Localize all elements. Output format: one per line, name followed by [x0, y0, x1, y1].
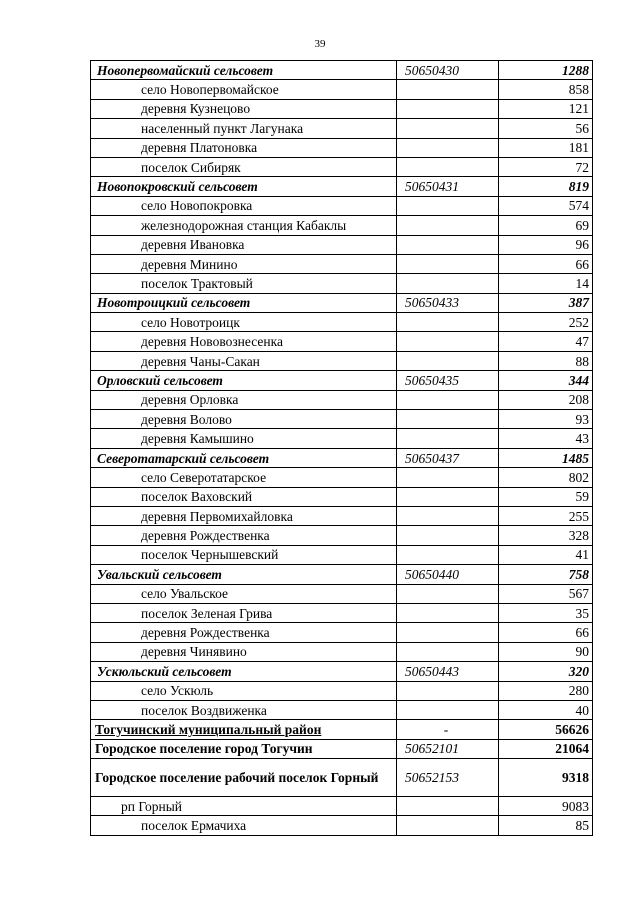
settlement-name-cell: деревня Чаны-Сакан: [91, 351, 397, 370]
settlement-name-cell: поселок Воздвиженка: [91, 700, 397, 719]
table-row: [91, 196, 593, 215]
table-row: [91, 642, 593, 661]
table-row: [91, 429, 593, 448]
table-row: [91, 720, 593, 739]
oktmo-code-cell: 50652153: [397, 759, 499, 797]
table-row: [91, 681, 593, 700]
oktmo-code-cell: [397, 681, 499, 700]
oktmo-code-cell: [397, 332, 499, 351]
settlements-table-body: [91, 61, 593, 836]
population-cell: 59: [499, 487, 593, 506]
table-row: [91, 61, 593, 80]
population-cell: 43: [499, 429, 593, 448]
settlement-name-cell: деревня Нововознесенка: [91, 332, 397, 351]
population-cell: 1288: [499, 61, 593, 80]
table-row: [91, 371, 593, 390]
population-cell: 255: [499, 506, 593, 525]
settlement-name-cell: Увальский сельсовет: [91, 565, 397, 584]
oktmo-code-cell: 50650440: [397, 565, 499, 584]
population-cell: 90: [499, 642, 593, 661]
settlement-name-cell: поселок Сибиряк: [91, 157, 397, 176]
population-cell: 208: [499, 390, 593, 409]
oktmo-code-cell: [397, 797, 499, 816]
table-row: [91, 545, 593, 564]
table-row: [91, 739, 593, 758]
table-row: [91, 138, 593, 157]
settlement-name-cell: село Новотроицк: [91, 313, 397, 332]
settlement-name-cell: деревня Рождественка: [91, 526, 397, 545]
settlement-name-cell: деревня Платоновка: [91, 138, 397, 157]
settlement-name-cell: деревня Чинявино: [91, 642, 397, 661]
oktmo-code-cell: [397, 545, 499, 564]
oktmo-code-cell: [397, 584, 499, 603]
table-row: [91, 177, 593, 196]
population-cell: 328: [499, 526, 593, 545]
settlement-name-cell: поселок Зеленая Грива: [91, 603, 397, 622]
settlement-name-cell: село Увальское: [91, 584, 397, 603]
settlement-name-cell: деревня Ивановка: [91, 235, 397, 254]
oktmo-code-cell: [397, 99, 499, 118]
table-row: [91, 390, 593, 409]
oktmo-code-cell: [397, 623, 499, 642]
oktmo-code-cell: [397, 468, 499, 487]
oktmo-code-cell: [397, 429, 499, 448]
population-cell: 1485: [499, 448, 593, 467]
population-cell: 69: [499, 216, 593, 235]
oktmo-code-cell: [397, 138, 499, 157]
oktmo-code-cell: [397, 603, 499, 622]
oktmo-code-cell: 50650435: [397, 371, 499, 390]
settlement-name-cell: поселок Ермачиха: [91, 816, 397, 835]
population-cell: 41: [499, 545, 593, 564]
oktmo-code-cell: [397, 274, 499, 293]
table-row: [91, 332, 593, 351]
population-cell: 758: [499, 565, 593, 584]
population-cell: 567: [499, 584, 593, 603]
table-row: [91, 584, 593, 603]
table-row: [91, 797, 593, 816]
population-cell: 72: [499, 157, 593, 176]
oktmo-code-cell: [397, 506, 499, 525]
population-cell: 9083: [499, 797, 593, 816]
table-row: [91, 448, 593, 467]
population-cell: 93: [499, 410, 593, 429]
population-cell: 56626: [499, 720, 593, 739]
page-number: 39: [314, 38, 326, 50]
population-cell: 574: [499, 196, 593, 215]
settlement-name-cell: село Ускюль: [91, 681, 397, 700]
table-row: [91, 254, 593, 273]
table-row: [91, 351, 593, 370]
settlement-name-cell: поселок Трактовый: [91, 274, 397, 293]
table-row: [91, 235, 593, 254]
population-cell: 21064: [499, 739, 593, 758]
table-row: [91, 700, 593, 719]
table-row: [91, 662, 593, 681]
settlement-name-cell: Новопокровский сельсовет: [91, 177, 397, 196]
table-row: [91, 80, 593, 99]
settlement-name-cell: деревня Минино: [91, 254, 397, 273]
population-cell: 47: [499, 332, 593, 351]
population-cell: 40: [499, 700, 593, 719]
oktmo-code-cell: [397, 80, 499, 99]
table-row: [91, 99, 593, 118]
population-cell: 85: [499, 816, 593, 835]
oktmo-code-cell: [397, 196, 499, 215]
table-row: [91, 487, 593, 506]
oktmo-code-cell: [397, 487, 499, 506]
oktmo-code-cell: 50650437: [397, 448, 499, 467]
population-cell: 252: [499, 313, 593, 332]
table-row: [91, 216, 593, 235]
settlements-table: [90, 60, 593, 836]
table-row: [91, 623, 593, 642]
settlement-name-cell: Орловский сельсовет: [91, 371, 397, 390]
population-cell: 66: [499, 254, 593, 273]
population-cell: 121: [499, 99, 593, 118]
population-cell: 387: [499, 293, 593, 312]
table-row: [91, 410, 593, 429]
oktmo-code-cell: 50652101: [397, 739, 499, 758]
settlement-name-cell: Ускюльский сельсовет: [91, 662, 397, 681]
oktmo-code-cell: [397, 254, 499, 273]
settlement-name-cell: село Новопервомайское: [91, 80, 397, 99]
oktmo-code-cell: 50650431: [397, 177, 499, 196]
table-row: [91, 468, 593, 487]
population-cell: 56: [499, 119, 593, 138]
table-row: [91, 603, 593, 622]
oktmo-code-cell: [397, 235, 499, 254]
population-cell: 96: [499, 235, 593, 254]
oktmo-code-cell: [397, 157, 499, 176]
settlement-name-cell: деревня Рождественка: [91, 623, 397, 642]
table-row: [91, 157, 593, 176]
settlement-name-cell: населенный пункт Лагунака: [91, 119, 397, 138]
oktmo-code-cell: [397, 216, 499, 235]
population-cell: 280: [499, 681, 593, 700]
population-cell: 9318: [499, 759, 593, 797]
settlement-name-cell: Тогучинский муниципальный район: [91, 720, 397, 739]
table-row: [91, 506, 593, 525]
oktmo-code-cell: [397, 816, 499, 835]
settlement-name-cell: поселок Ваховский: [91, 487, 397, 506]
population-cell: 35: [499, 603, 593, 622]
table-row: [91, 274, 593, 293]
table-row: [91, 313, 593, 332]
settlement-name-cell: деревня Орловка: [91, 390, 397, 409]
population-cell: 858: [499, 80, 593, 99]
oktmo-code-cell: [397, 351, 499, 370]
settlement-name-cell: Новопервомайский сельсовет: [91, 61, 397, 80]
population-cell: 66: [499, 623, 593, 642]
population-cell: 320: [499, 662, 593, 681]
table-row: [91, 759, 593, 797]
oktmo-code-cell: [397, 700, 499, 719]
table-row: [91, 816, 593, 835]
population-cell: 14: [499, 274, 593, 293]
settlement-name-cell: Городское поселение город Тогучин: [91, 739, 397, 758]
oktmo-code-cell: 50650430: [397, 61, 499, 80]
oktmo-code-cell: [397, 390, 499, 409]
settlement-name-cell: железнодорожная станция Кабаклы: [91, 216, 397, 235]
oktmo-code-cell: [397, 313, 499, 332]
settlement-name-cell: рп Горный: [91, 797, 397, 816]
settlement-name-cell: деревня Камышино: [91, 429, 397, 448]
oktmo-code-cell: -: [397, 720, 499, 739]
settlement-name-cell: Городское поселение рабочий поселок Горный: [91, 759, 397, 797]
population-cell: 88: [499, 351, 593, 370]
oktmo-code-cell: [397, 119, 499, 138]
table-row: [91, 119, 593, 138]
oktmo-code-cell: [397, 642, 499, 661]
settlement-name-cell: поселок Чернышевский: [91, 545, 397, 564]
settlement-name-cell: деревня Первомихайловка: [91, 506, 397, 525]
settlement-name-cell: Северотатарский сельсовет: [91, 448, 397, 467]
population-cell: 802: [499, 468, 593, 487]
population-cell: 181: [499, 138, 593, 157]
settlement-name-cell: село Новопокровка: [91, 196, 397, 215]
population-cell: 344: [499, 371, 593, 390]
table-row: [91, 293, 593, 312]
oktmo-code-cell: 50650443: [397, 662, 499, 681]
oktmo-code-cell: [397, 526, 499, 545]
settlement-name-cell: Новотроицкий сельсовет: [91, 293, 397, 312]
settlement-name-cell: деревня Кузнецово: [91, 99, 397, 118]
settlement-name-cell: село Северотатарское: [91, 468, 397, 487]
settlement-name-cell: деревня Волово: [91, 410, 397, 429]
table-row: [91, 526, 593, 545]
oktmo-code-cell: [397, 410, 499, 429]
table-row: [91, 565, 593, 584]
population-cell: 819: [499, 177, 593, 196]
oktmo-code-cell: 50650433: [397, 293, 499, 312]
